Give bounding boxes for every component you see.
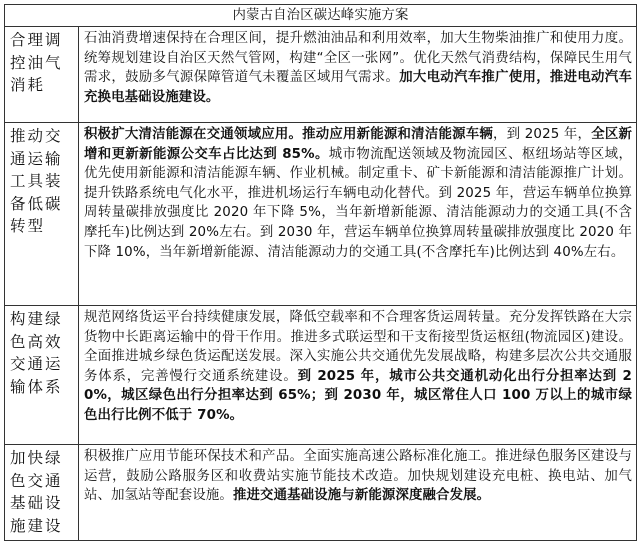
- content-text: 积极推广应用节能环保技术和产品。全面实施高速公路标准化施工。推进绿色服务区建设与运营，鼓励公路服务区和收费站实施节能技术改造。加快规划建设充电桩、换电站、加气站、加氢站等配套设施。: [84, 449, 632, 504]
- content-text-bold: 全区新增和更新新能源公交车占比达到 85%。: [84, 127, 633, 162]
- table-title: 内蒙古自治区碳达峰实施方案: [5, 5, 637, 27]
- row-category: 构建绿色高效交通运输体系: [5, 306, 79, 445]
- content-text-bold: 推进交通基础设施与新能源深度融合发展。: [232, 488, 491, 504]
- content-text-bold: 积极扩大清洁能源在交通领域应用。推动应用新能源和清洁能源车辆: [84, 127, 493, 142]
- document-page: [4, 4, 636, 543]
- carbon-peak-plan-table: [4, 4, 637, 541]
- row-category: 加快绿色交通基础设施建设: [5, 445, 79, 541]
- table-title-row: [5, 5, 637, 27]
- content-text: ，到 2025 年，: [492, 127, 592, 142]
- table-row: [5, 306, 637, 445]
- row-content: [79, 445, 637, 541]
- content-text-bold: 到 2025 年，城市公共交通机动化出行分担率达到 20%，城区绿色出行分担率达到 65%；到 2030 年，城区常住人口 100 万以上的城市绿色出行比例不低于 70%。: [84, 368, 633, 423]
- table-row: [5, 27, 637, 123]
- table-row: [5, 123, 637, 306]
- row-content: [79, 123, 637, 306]
- table-row: [5, 445, 637, 541]
- row-category: 合理调控油气消耗: [5, 27, 79, 123]
- content-text: 石油消费增速保持在合理区间，提升燃油油品和利用效率，加大生物柴油推广和使用力度。统筹规划建设自治区天然气管网，构建“全区一张网”。优化天然气消费结构，保障民生用气需求，鼓励多气源保障管道气未覆盖区域用气需求。: [84, 31, 632, 86]
- row-content: [79, 306, 637, 445]
- content-text: 规范网络货运平台持续健康发展，降低空载率和不合理客货运周转量。充分发挥铁路在大宗货物中长距离运输中的骨干作用。推进多式联运型和干支衔接型货运枢纽(物流园区)建设。全面推进城乡绿色货运配送发展。深入实施公共交通优先发展战略，构建多层次公共交通服务体系，完善慢行交通系统建设。: [84, 310, 632, 384]
- row-category: 推动交通运输工具装备低碳转型: [5, 123, 79, 306]
- content-text: 城市物流配送领域及物流园区、枢纽场站等区域，优先使用新能源和清洁能源车辆、作业机械。制定重卡、矿卡新能源和清洁能源推广计划。提升铁路系统电气化水平，推进机场运行车辆电动化替代。到 2025 年，营运车辆单位换算周转量碳排放强度比 2020 年下降 5%，当年新增新能源、清洁能源动力的交通工具(不含摩托车)比例达到 20%左右。到 2030 年，营运车辆单位换算周转量碳排放强度比 2020 年下降 10%，当年新增新能源、清洁能源动力的交通工具(不含摩托车)比例达到 40%左右。: [84, 146, 632, 260]
- content-text-bold: 加大电动汽车推广使用，推进电动汽车充换电基础设施建设。: [84, 70, 632, 105]
- row-content: [79, 27, 637, 123]
